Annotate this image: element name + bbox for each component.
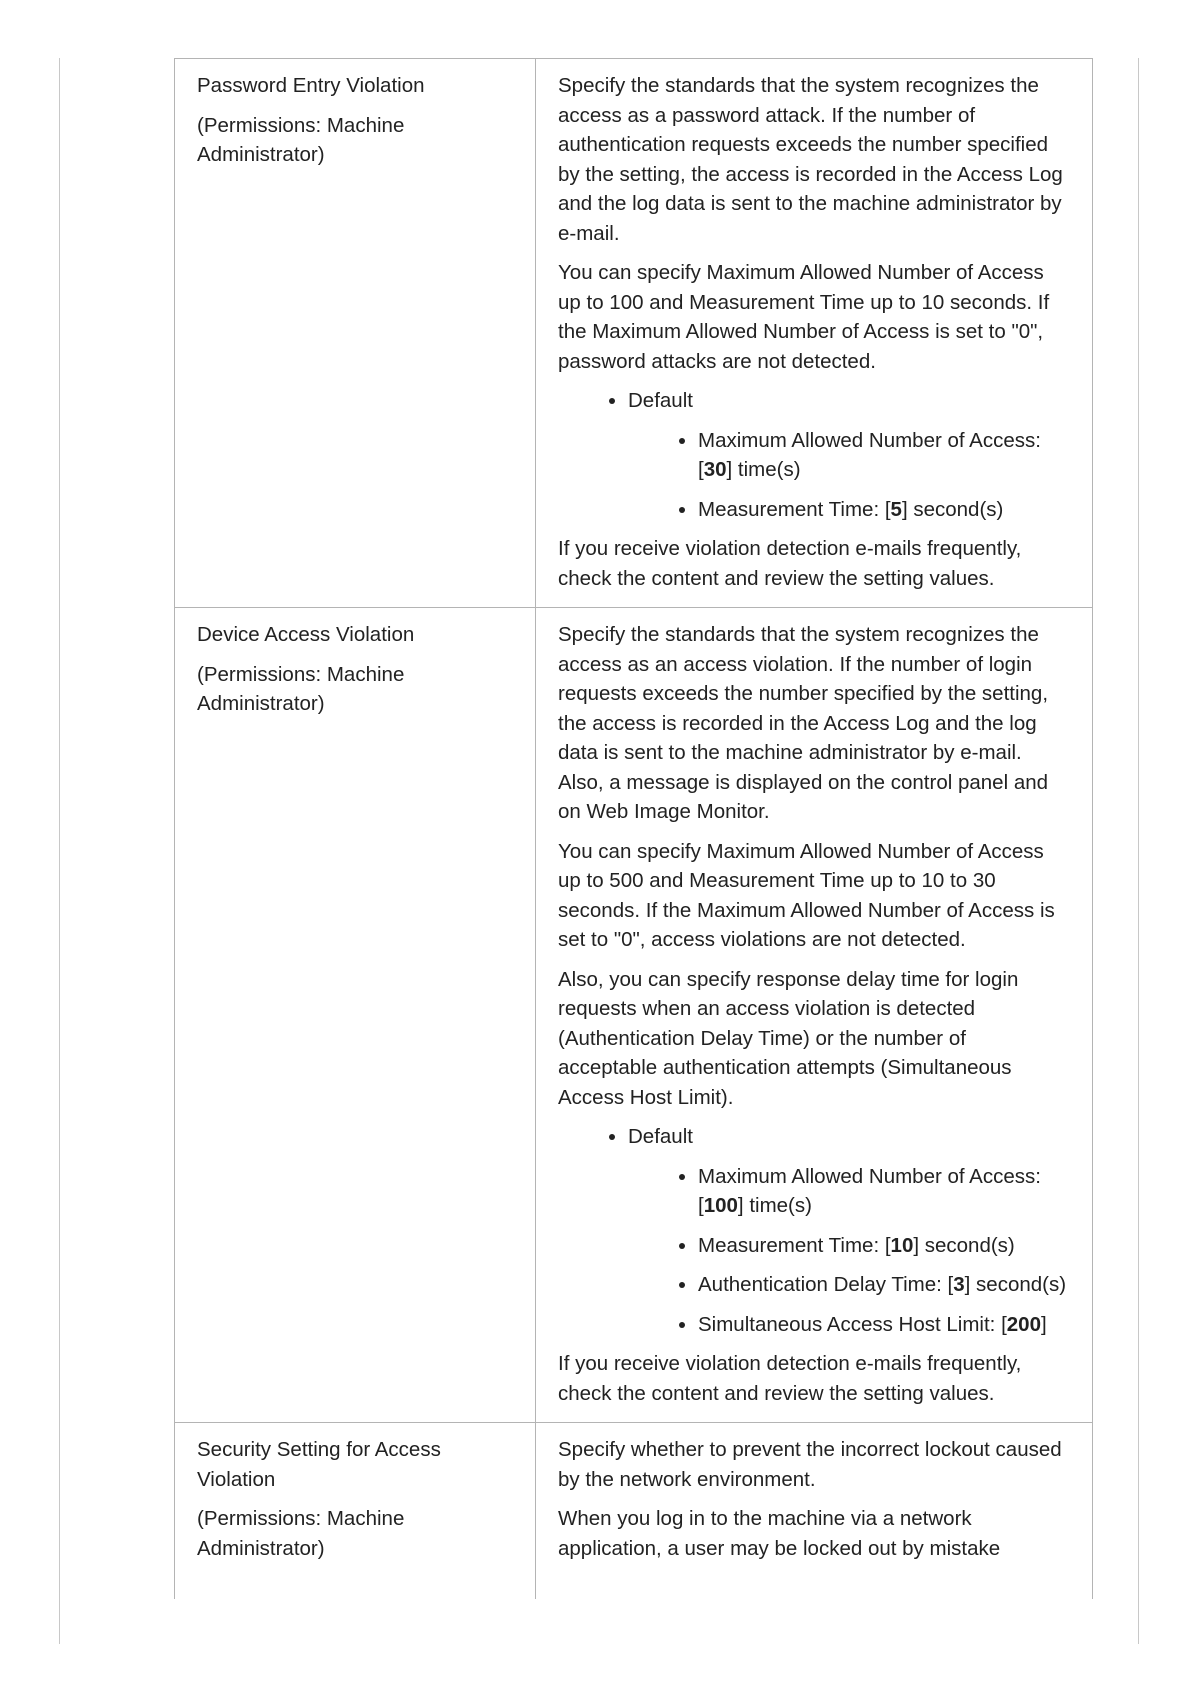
page-right-rule bbox=[1138, 58, 1139, 1644]
setting-name-cell bbox=[175, 59, 536, 608]
setting-name: Device Access Violation bbox=[197, 623, 415, 646]
default-value-suffix: ] second(s) bbox=[964, 1273, 1067, 1296]
default-value-prefix: Maximum Allowed Number of Access: [ bbox=[698, 1164, 1041, 1217]
setting-name-cell bbox=[175, 608, 536, 1423]
description-paragraph: Specify whether to prevent the incorrect lockout caused by the network environment. bbox=[558, 1438, 1062, 1491]
default-list-item bbox=[628, 386, 1070, 524]
default-list bbox=[558, 386, 1070, 524]
description-paragraph: You can specify Maximum Allowed Number of Access up to 100 and Measurement Time up to 10 seconds. If the Maximum Allowed Number of Access is set to "0", password attacks are not detected. bbox=[558, 261, 1050, 373]
description-paragraph: You can specify Maximum Allowed Number of Access up to 500 and Measurement Time up to 10 to 30 seconds. If the Maximum Allowed Number of Access is set to "0", access violations are not detected. bbox=[558, 839, 1055, 951]
default-values-list bbox=[628, 1162, 1070, 1340]
default-value: 10 bbox=[890, 1233, 914, 1257]
setting-description-cell bbox=[536, 1423, 1093, 1600]
setting-name: Password Entry Violation bbox=[197, 74, 425, 97]
default-label: Default bbox=[628, 1125, 693, 1148]
default-value-item bbox=[698, 426, 1070, 485]
default-value-item bbox=[698, 1270, 1070, 1300]
default-value-suffix: ] second(s) bbox=[913, 1233, 1015, 1257]
table-row bbox=[175, 59, 1093, 608]
default-value-suffix: ] time(s) bbox=[737, 1194, 812, 1217]
default-value-suffix: ] second(s) bbox=[901, 497, 1004, 521]
default-values-list bbox=[628, 426, 1070, 525]
default-value: 3 bbox=[953, 1273, 965, 1296]
description-paragraph: If you receive violation detection e-mails frequently, check the content and review the setting values. bbox=[558, 1352, 1022, 1405]
setting-permissions: (Permissions: Machine Administrator) bbox=[197, 1507, 405, 1560]
default-value: 5 bbox=[890, 497, 902, 521]
table-row bbox=[175, 608, 1093, 1423]
default-value: 100 bbox=[703, 1194, 738, 1217]
description-paragraph: If you receive violation detection e-mails frequently, check the content and review the setting values. bbox=[558, 537, 1022, 590]
description-paragraph: Specify the standards that the system recognizes the access as an access violation. If the number of login requests exceeds the number specified by the setting, the access is recorded in the Access Log and the log data is sent to the machine administrator by e-mail. Also, a message is displayed on the control panel and on Web Image Monitor. bbox=[558, 623, 1049, 823]
default-value-prefix: Measurement Time: [ bbox=[698, 1233, 891, 1257]
default-value-prefix: Maximum Allowed Number of Access: [ bbox=[698, 428, 1041, 481]
default-value-suffix: ] time(s) bbox=[726, 458, 801, 481]
default-value-item bbox=[698, 1231, 1070, 1261]
default-value-item bbox=[698, 1162, 1070, 1221]
setting-description-cell bbox=[536, 608, 1093, 1423]
page-left-rule bbox=[59, 58, 60, 1644]
description-paragraph: Specify the standards that the system recognizes the access as a password attack. If the number of authentication requests exceeds the number specified by the setting, the access is recorded in the Access Log and the log data is sent to the machine administrator by e-mail. bbox=[558, 74, 1063, 245]
default-value-item bbox=[698, 1310, 1070, 1340]
setting-permissions: (Permissions: Machine Administrator) bbox=[197, 662, 405, 715]
default-value-prefix: Measurement Time: [ bbox=[698, 497, 891, 521]
default-list-item bbox=[628, 1122, 1070, 1339]
description-paragraph: When you log in to the machine via a network application, a user may be locked out by mistake bbox=[558, 1507, 1001, 1560]
default-value: 30 bbox=[703, 458, 727, 481]
description-paragraph: Also, you can specify response delay time for login requests when an access violation is detected (Authentication Delay Time) or the number of acceptable authentication attempts (Simultaneous Access Host Limit). bbox=[558, 967, 1019, 1109]
default-value-prefix: Simultaneous Access Host Limit: [ bbox=[698, 1312, 1007, 1336]
default-value: 200 bbox=[1006, 1312, 1041, 1336]
default-label: Default bbox=[628, 389, 693, 412]
default-value-prefix: Authentication Delay Time: [ bbox=[698, 1273, 954, 1296]
default-value-item bbox=[698, 495, 1070, 525]
setting-name-cell bbox=[175, 1423, 536, 1600]
settings-table bbox=[174, 58, 1093, 1599]
setting-name: Security Setting for Access Violation bbox=[197, 1438, 441, 1491]
default-list bbox=[558, 1122, 1070, 1339]
setting-description-cell bbox=[536, 59, 1093, 608]
default-value-suffix: ] bbox=[1040, 1312, 1047, 1336]
setting-permissions: (Permissions: Machine Administrator) bbox=[197, 113, 405, 166]
table-row bbox=[175, 1423, 1093, 1600]
